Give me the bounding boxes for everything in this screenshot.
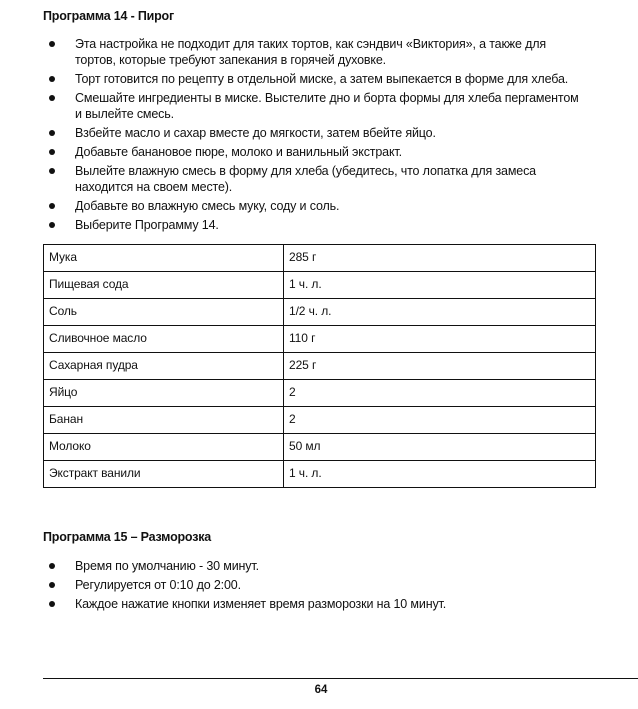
footer-divider: [43, 678, 638, 679]
ingredient-name: Молоко: [44, 434, 284, 461]
table-row: [44, 407, 596, 434]
ingredient-name: Соль: [44, 299, 284, 326]
bullet-icon: [49, 95, 55, 101]
table-row: [44, 353, 596, 380]
instruction-item: [43, 163, 583, 195]
page-number: 64: [314, 684, 328, 696]
instruction-item: [43, 36, 583, 68]
instruction-text: Выберите Программу 14.: [75, 218, 219, 232]
ingredient-name: Сливочное масло: [44, 326, 284, 353]
ingredient-amount: 50 мл: [284, 434, 596, 461]
bullet-icon: [49, 601, 55, 607]
ingredient-amount: 1 ч. л.: [284, 461, 596, 488]
instruction-text: Взбейте масло и сахар вместе до мягкости, затем вбейте яйцо.: [75, 126, 436, 140]
instruction-item: [43, 558, 583, 574]
ingredient-name: Мука: [44, 245, 284, 272]
ingredient-amount: 110 г: [284, 326, 596, 353]
instruction-text: Эта настройка не подходит для таких тортов, как сэндвич «Виктория», а также для тортов, которые требуют запекания в горячей духовке.: [75, 37, 547, 67]
table-row: [44, 245, 596, 272]
instruction-item: [43, 577, 583, 593]
instruction-text: Каждое нажатие кнопки изменяет время разморозки на 10 минут.: [75, 597, 447, 611]
ingredient-amount: 285 г: [284, 245, 596, 272]
bullet-icon: [49, 563, 55, 569]
instruction-text: Добавьте во влажную смесь муку, соду и соль.: [75, 199, 340, 213]
bullet-icon: [49, 203, 55, 209]
bullet-icon: [49, 76, 55, 82]
table-row: [44, 326, 596, 353]
ingredient-amount: 2: [284, 407, 596, 434]
bullet-icon: [49, 130, 55, 136]
ingredient-amount: 1/2 ч. л.: [284, 299, 596, 326]
instruction-item: [43, 125, 583, 141]
instruction-text: Смешайте ингредиенты в миске. Выстелите дно и борта формы для хлеба пергаментом и вылейте смесь.: [75, 91, 579, 121]
instruction-text: Время по умолчанию - 30 минут.: [75, 559, 259, 573]
instruction-text: Вылейте влажную смесь в форму для хлеба (убедитесь, что лопатка для замеса находится на своем месте).: [75, 164, 536, 194]
program-15-heading: Программа 15 – Разморозка: [43, 530, 212, 544]
instruction-text: Регулируется от 0:10 до 2:00.: [75, 578, 241, 592]
instruction-text: Торт готовится по рецепту в отдельной миске, а затем выпекается в форме для хлеба.: [75, 72, 569, 86]
ingredient-amount: 225 г: [284, 353, 596, 380]
instruction-item: [43, 198, 583, 214]
instruction-item: [43, 71, 583, 87]
instruction-item: [43, 217, 583, 233]
instruction-text: Добавьте банановое пюре, молоко и ванильный экстракт.: [75, 145, 402, 159]
bullet-icon: [49, 582, 55, 588]
ingredient-name: Сахарная пудра: [44, 353, 284, 380]
ingredient-name: Яйцо: [44, 380, 284, 407]
bullet-icon: [49, 222, 55, 228]
program-14-instructions: [43, 36, 583, 236]
bullet-icon: [49, 149, 55, 155]
ingredient-name: Банан: [44, 407, 284, 434]
ingredient-amount: 1 ч. л.: [284, 272, 596, 299]
table-row: [44, 299, 596, 326]
table-row: [44, 380, 596, 407]
ingredients-table: [43, 244, 596, 488]
table-row: [44, 434, 596, 461]
instruction-item: [43, 596, 583, 612]
table-row: [44, 461, 596, 488]
program-15-instructions: [43, 558, 583, 615]
ingredient-name: Пищевая сода: [44, 272, 284, 299]
instruction-item: [43, 144, 583, 160]
bullet-icon: [49, 168, 55, 174]
table-row: [44, 272, 596, 299]
ingredient-amount: 2: [284, 380, 596, 407]
program-14-heading: Программа 14 - Пирог: [43, 9, 174, 23]
bullet-icon: [49, 41, 55, 47]
ingredient-name: Экстракт ванили: [44, 461, 284, 488]
instruction-item: [43, 90, 583, 122]
